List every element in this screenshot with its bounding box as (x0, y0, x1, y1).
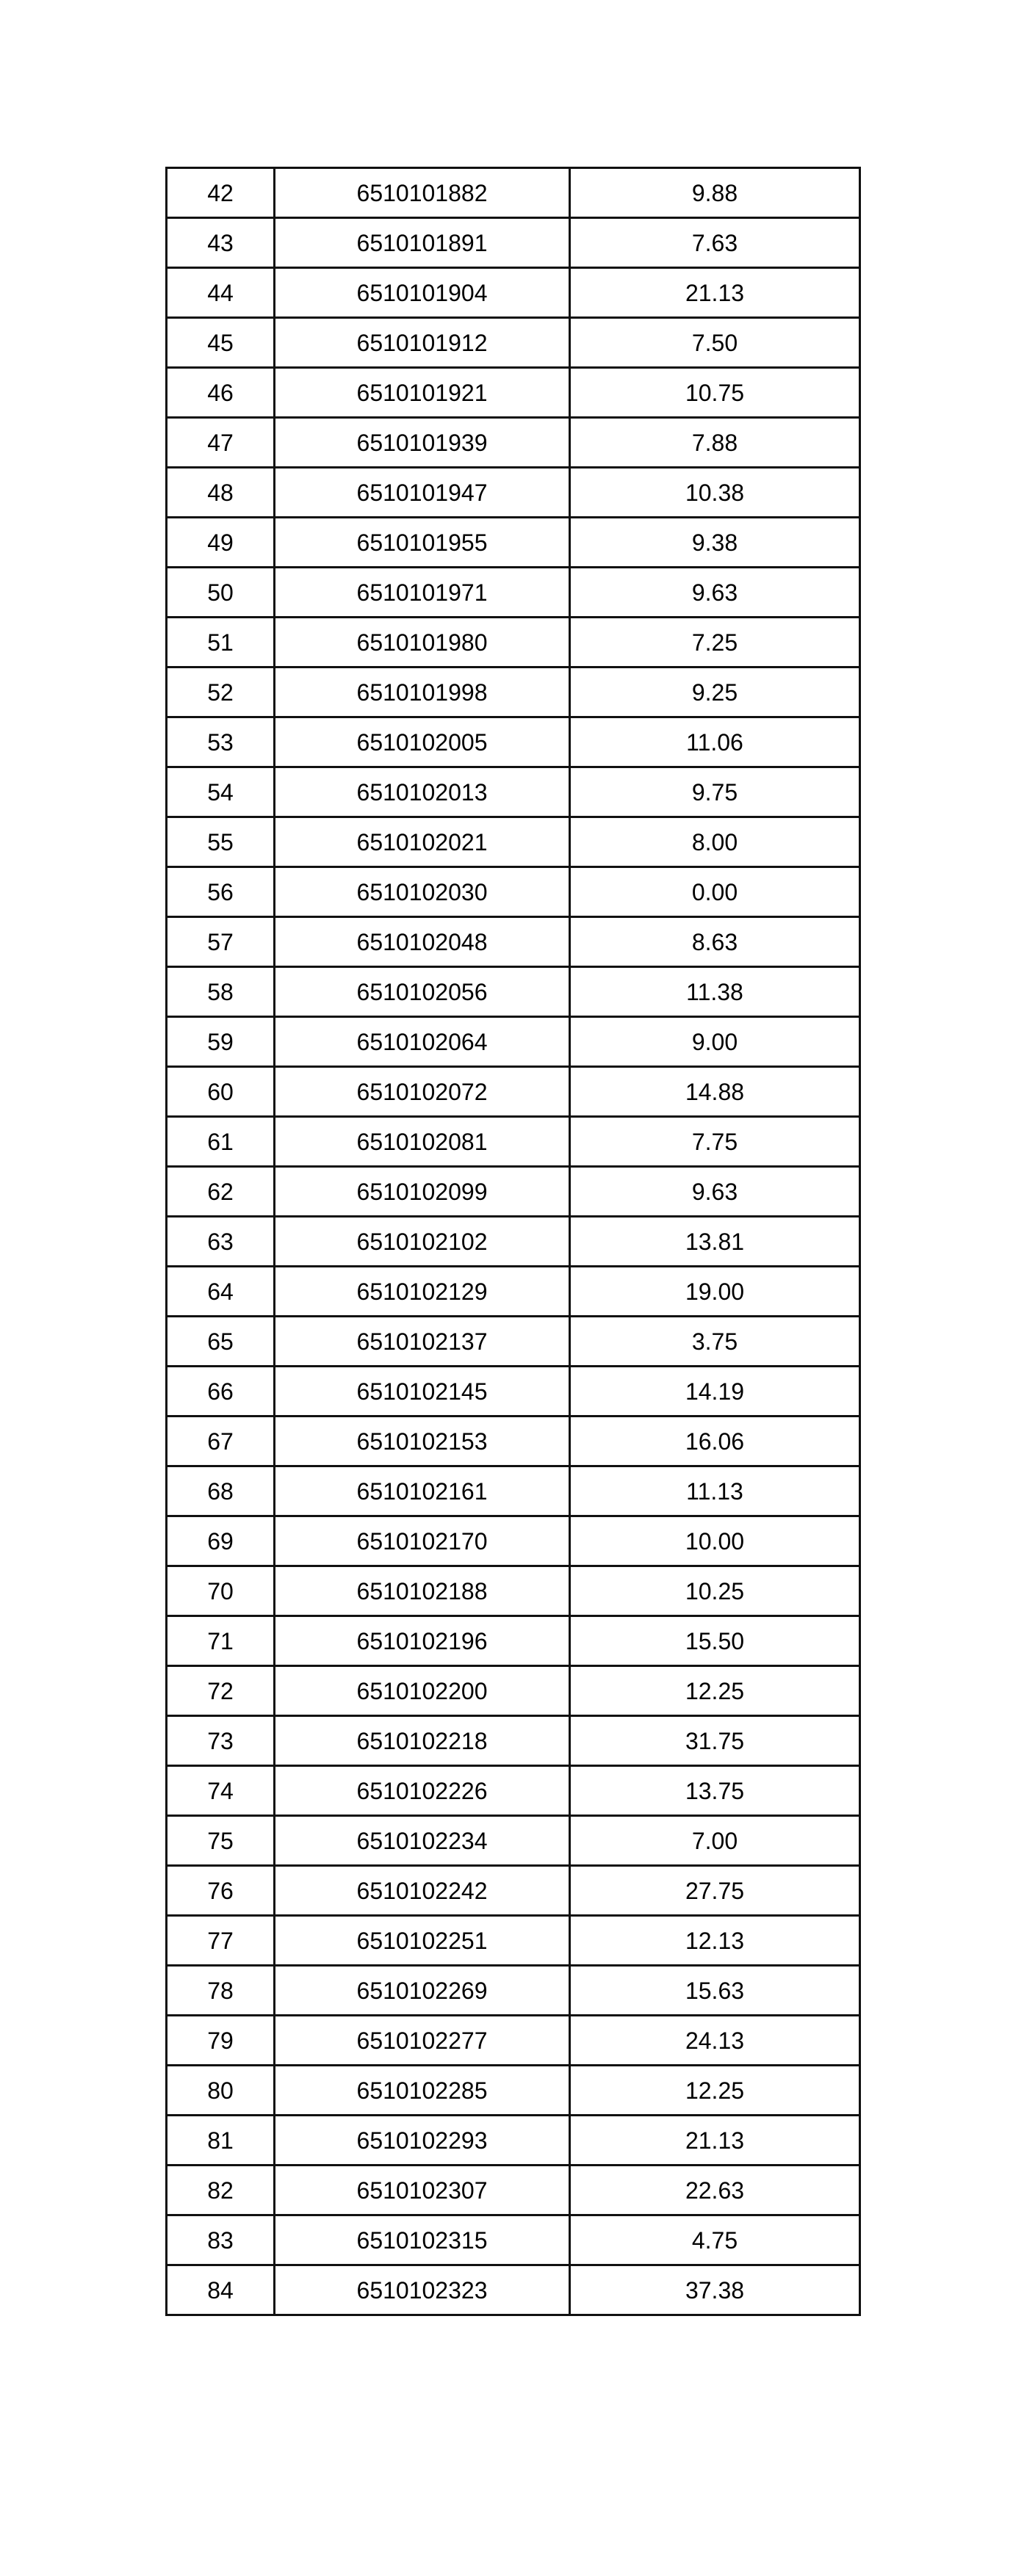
row-number-cell: 84 (167, 2265, 275, 2315)
student-id-cell: 6510102013 (275, 767, 570, 817)
score-cell: 4.75 (570, 2215, 860, 2265)
score-cell: 13.81 (570, 1217, 860, 1267)
row-number-cell: 83 (167, 2215, 275, 2265)
student-id-cell: 6510101998 (275, 667, 570, 717)
row-number-cell: 62 (167, 1167, 275, 1217)
student-id-cell: 6510102307 (275, 2166, 570, 2215)
score-cell: 9.75 (570, 767, 860, 817)
table-row (167, 1117, 860, 1167)
row-number-cell: 55 (167, 817, 275, 867)
student-id-cell: 6510102242 (275, 1866, 570, 1916)
student-id-cell: 6510102030 (275, 867, 570, 917)
student-id-cell: 6510102293 (275, 2116, 570, 2166)
score-cell: 15.50 (570, 1616, 860, 1666)
score-cell: 15.63 (570, 1966, 860, 2016)
table-row (167, 1067, 860, 1117)
student-id-cell: 6510101939 (275, 418, 570, 468)
table-row (167, 468, 860, 518)
score-cell: 27.75 (570, 1866, 860, 1916)
student-id-cell: 6510102072 (275, 1067, 570, 1117)
row-number-cell: 47 (167, 418, 275, 468)
table-row (167, 518, 860, 568)
score-cell: 11.38 (570, 967, 860, 1017)
score-cell: 12.25 (570, 2066, 860, 2116)
row-number-cell: 54 (167, 767, 275, 817)
score-cell: 7.00 (570, 1816, 860, 1866)
score-cell: 31.75 (570, 1716, 860, 1766)
row-number-cell: 66 (167, 1367, 275, 1417)
table-row (167, 2265, 860, 2315)
table-row (167, 1167, 860, 1217)
table-row (167, 1866, 860, 1916)
table-row (167, 1516, 860, 1566)
row-number-cell: 82 (167, 2166, 275, 2215)
table-row (167, 168, 860, 218)
table-row (167, 1566, 860, 1616)
table-row (167, 767, 860, 817)
table-row (167, 218, 860, 268)
row-number-cell: 71 (167, 1616, 275, 1666)
table-row (167, 1966, 860, 2016)
table-row (167, 1916, 860, 1966)
student-id-cell: 6510102200 (275, 1666, 570, 1716)
table-row (167, 1367, 860, 1417)
table-row (167, 1666, 860, 1716)
student-id-cell: 6510102234 (275, 1816, 570, 1866)
table-row (167, 1017, 860, 1067)
table-row (167, 418, 860, 468)
student-id-cell: 6510102048 (275, 917, 570, 967)
student-id-cell: 6510102145 (275, 1367, 570, 1417)
table-row (167, 2166, 860, 2215)
table-row (167, 1317, 860, 1367)
row-number-cell: 79 (167, 2016, 275, 2066)
score-cell: 37.38 (570, 2265, 860, 2315)
row-number-cell: 72 (167, 1666, 275, 1716)
score-cell: 7.50 (570, 318, 860, 368)
row-number-cell: 50 (167, 568, 275, 618)
score-cell: 22.63 (570, 2166, 860, 2215)
table-row (167, 1217, 860, 1267)
table-row (167, 717, 860, 767)
row-number-cell: 43 (167, 218, 275, 268)
row-number-cell: 70 (167, 1566, 275, 1616)
score-cell: 12.25 (570, 1666, 860, 1716)
score-cell: 10.38 (570, 468, 860, 518)
row-number-cell: 53 (167, 717, 275, 767)
row-number-cell: 56 (167, 867, 275, 917)
student-id-cell: 6510102056 (275, 967, 570, 1017)
score-cell: 11.06 (570, 717, 860, 767)
table-row (167, 867, 860, 917)
score-cell: 14.19 (570, 1367, 860, 1417)
table-row (167, 1766, 860, 1816)
table-row (167, 568, 860, 618)
score-cell: 10.25 (570, 1566, 860, 1616)
student-id-cell: 6510102161 (275, 1466, 570, 1516)
table-row (167, 1417, 860, 1466)
row-number-cell: 64 (167, 1267, 275, 1317)
student-id-cell: 6510101955 (275, 518, 570, 568)
row-number-cell: 76 (167, 1866, 275, 1916)
student-id-cell: 6510102277 (275, 2016, 570, 2066)
row-number-cell: 52 (167, 667, 275, 717)
student-id-cell: 6510101891 (275, 218, 570, 268)
table-row (167, 268, 860, 318)
row-number-cell: 80 (167, 2066, 275, 2116)
student-id-cell: 6510102137 (275, 1317, 570, 1367)
student-id-cell: 6510102005 (275, 717, 570, 767)
student-id-cell: 6510101904 (275, 268, 570, 318)
row-number-cell: 60 (167, 1067, 275, 1117)
student-id-cell: 6510101882 (275, 168, 570, 218)
student-id-cell: 6510101947 (275, 468, 570, 518)
score-cell: 7.25 (570, 618, 860, 667)
table-row (167, 667, 860, 717)
table-row (167, 1267, 860, 1317)
row-number-cell: 78 (167, 1966, 275, 2016)
student-id-cell: 6510102269 (275, 1966, 570, 2016)
score-cell: 9.63 (570, 1167, 860, 1217)
row-number-cell: 74 (167, 1766, 275, 1816)
student-id-cell: 6510102196 (275, 1616, 570, 1666)
table-row (167, 618, 860, 667)
row-number-cell: 68 (167, 1466, 275, 1516)
student-id-cell: 6510102251 (275, 1916, 570, 1966)
row-number-cell: 51 (167, 618, 275, 667)
student-id-cell: 6510102064 (275, 1017, 570, 1067)
row-number-cell: 77 (167, 1916, 275, 1966)
row-number-cell: 69 (167, 1516, 275, 1566)
row-number-cell: 48 (167, 468, 275, 518)
table-row (167, 2215, 860, 2265)
student-id-cell: 6510102099 (275, 1167, 570, 1217)
score-cell: 3.75 (570, 1317, 860, 1367)
student-id-cell: 6510102129 (275, 1267, 570, 1317)
student-id-cell: 6510101921 (275, 368, 570, 418)
student-id-cell: 6510102285 (275, 2066, 570, 2116)
student-id-cell: 6510102102 (275, 1217, 570, 1267)
table-row (167, 318, 860, 368)
score-cell: 24.13 (570, 2016, 860, 2066)
row-number-cell: 46 (167, 368, 275, 418)
score-table-body (167, 168, 860, 2315)
table-row (167, 368, 860, 418)
row-number-cell: 44 (167, 268, 275, 318)
table-row (167, 2016, 860, 2066)
student-id-cell: 6510102323 (275, 2265, 570, 2315)
score-cell: 21.13 (570, 268, 860, 318)
score-cell: 8.63 (570, 917, 860, 967)
table-row (167, 2066, 860, 2116)
row-number-cell: 59 (167, 1017, 275, 1067)
row-number-cell: 65 (167, 1317, 275, 1367)
student-id-cell: 6510102081 (275, 1117, 570, 1167)
table-row (167, 1816, 860, 1866)
score-table (165, 167, 861, 2316)
score-cell: 7.88 (570, 418, 860, 468)
score-cell: 0.00 (570, 867, 860, 917)
student-id-cell: 6510101980 (275, 618, 570, 667)
score-cell: 13.75 (570, 1766, 860, 1816)
student-id-cell: 6510101912 (275, 318, 570, 368)
student-id-cell: 6510102170 (275, 1516, 570, 1566)
row-number-cell: 45 (167, 318, 275, 368)
score-cell: 9.63 (570, 568, 860, 618)
student-id-cell: 6510102218 (275, 1716, 570, 1766)
score-cell: 9.00 (570, 1017, 860, 1067)
row-number-cell: 67 (167, 1417, 275, 1466)
table-row (167, 1616, 860, 1666)
score-cell: 12.13 (570, 1916, 860, 1966)
student-id-cell: 6510102153 (275, 1417, 570, 1466)
table-row (167, 1716, 860, 1766)
score-cell: 7.63 (570, 218, 860, 268)
score-cell: 10.75 (570, 368, 860, 418)
row-number-cell: 42 (167, 168, 275, 218)
score-cell: 9.38 (570, 518, 860, 568)
score-cell: 10.00 (570, 1516, 860, 1566)
student-id-cell: 6510102315 (275, 2215, 570, 2265)
row-number-cell: 81 (167, 2116, 275, 2166)
row-number-cell: 63 (167, 1217, 275, 1267)
row-number-cell: 61 (167, 1117, 275, 1167)
row-number-cell: 57 (167, 917, 275, 967)
table-row (167, 1466, 860, 1516)
table-row (167, 917, 860, 967)
score-cell: 9.88 (570, 168, 860, 218)
score-cell: 19.00 (570, 1267, 860, 1317)
score-cell: 9.25 (570, 667, 860, 717)
score-cell: 8.00 (570, 817, 860, 867)
score-cell: 16.06 (570, 1417, 860, 1466)
row-number-cell: 49 (167, 518, 275, 568)
table-row (167, 967, 860, 1017)
student-id-cell: 6510101971 (275, 568, 570, 618)
row-number-cell: 73 (167, 1716, 275, 1766)
score-cell: 11.13 (570, 1466, 860, 1516)
table-row (167, 2116, 860, 2166)
student-id-cell: 6510102188 (275, 1566, 570, 1616)
score-cell: 14.88 (570, 1067, 860, 1117)
student-id-cell: 6510102021 (275, 817, 570, 867)
row-number-cell: 75 (167, 1816, 275, 1866)
row-number-cell: 58 (167, 967, 275, 1017)
table-row (167, 817, 860, 867)
student-id-cell: 6510102226 (275, 1766, 570, 1816)
score-cell: 21.13 (570, 2116, 860, 2166)
score-cell: 7.75 (570, 1117, 860, 1167)
